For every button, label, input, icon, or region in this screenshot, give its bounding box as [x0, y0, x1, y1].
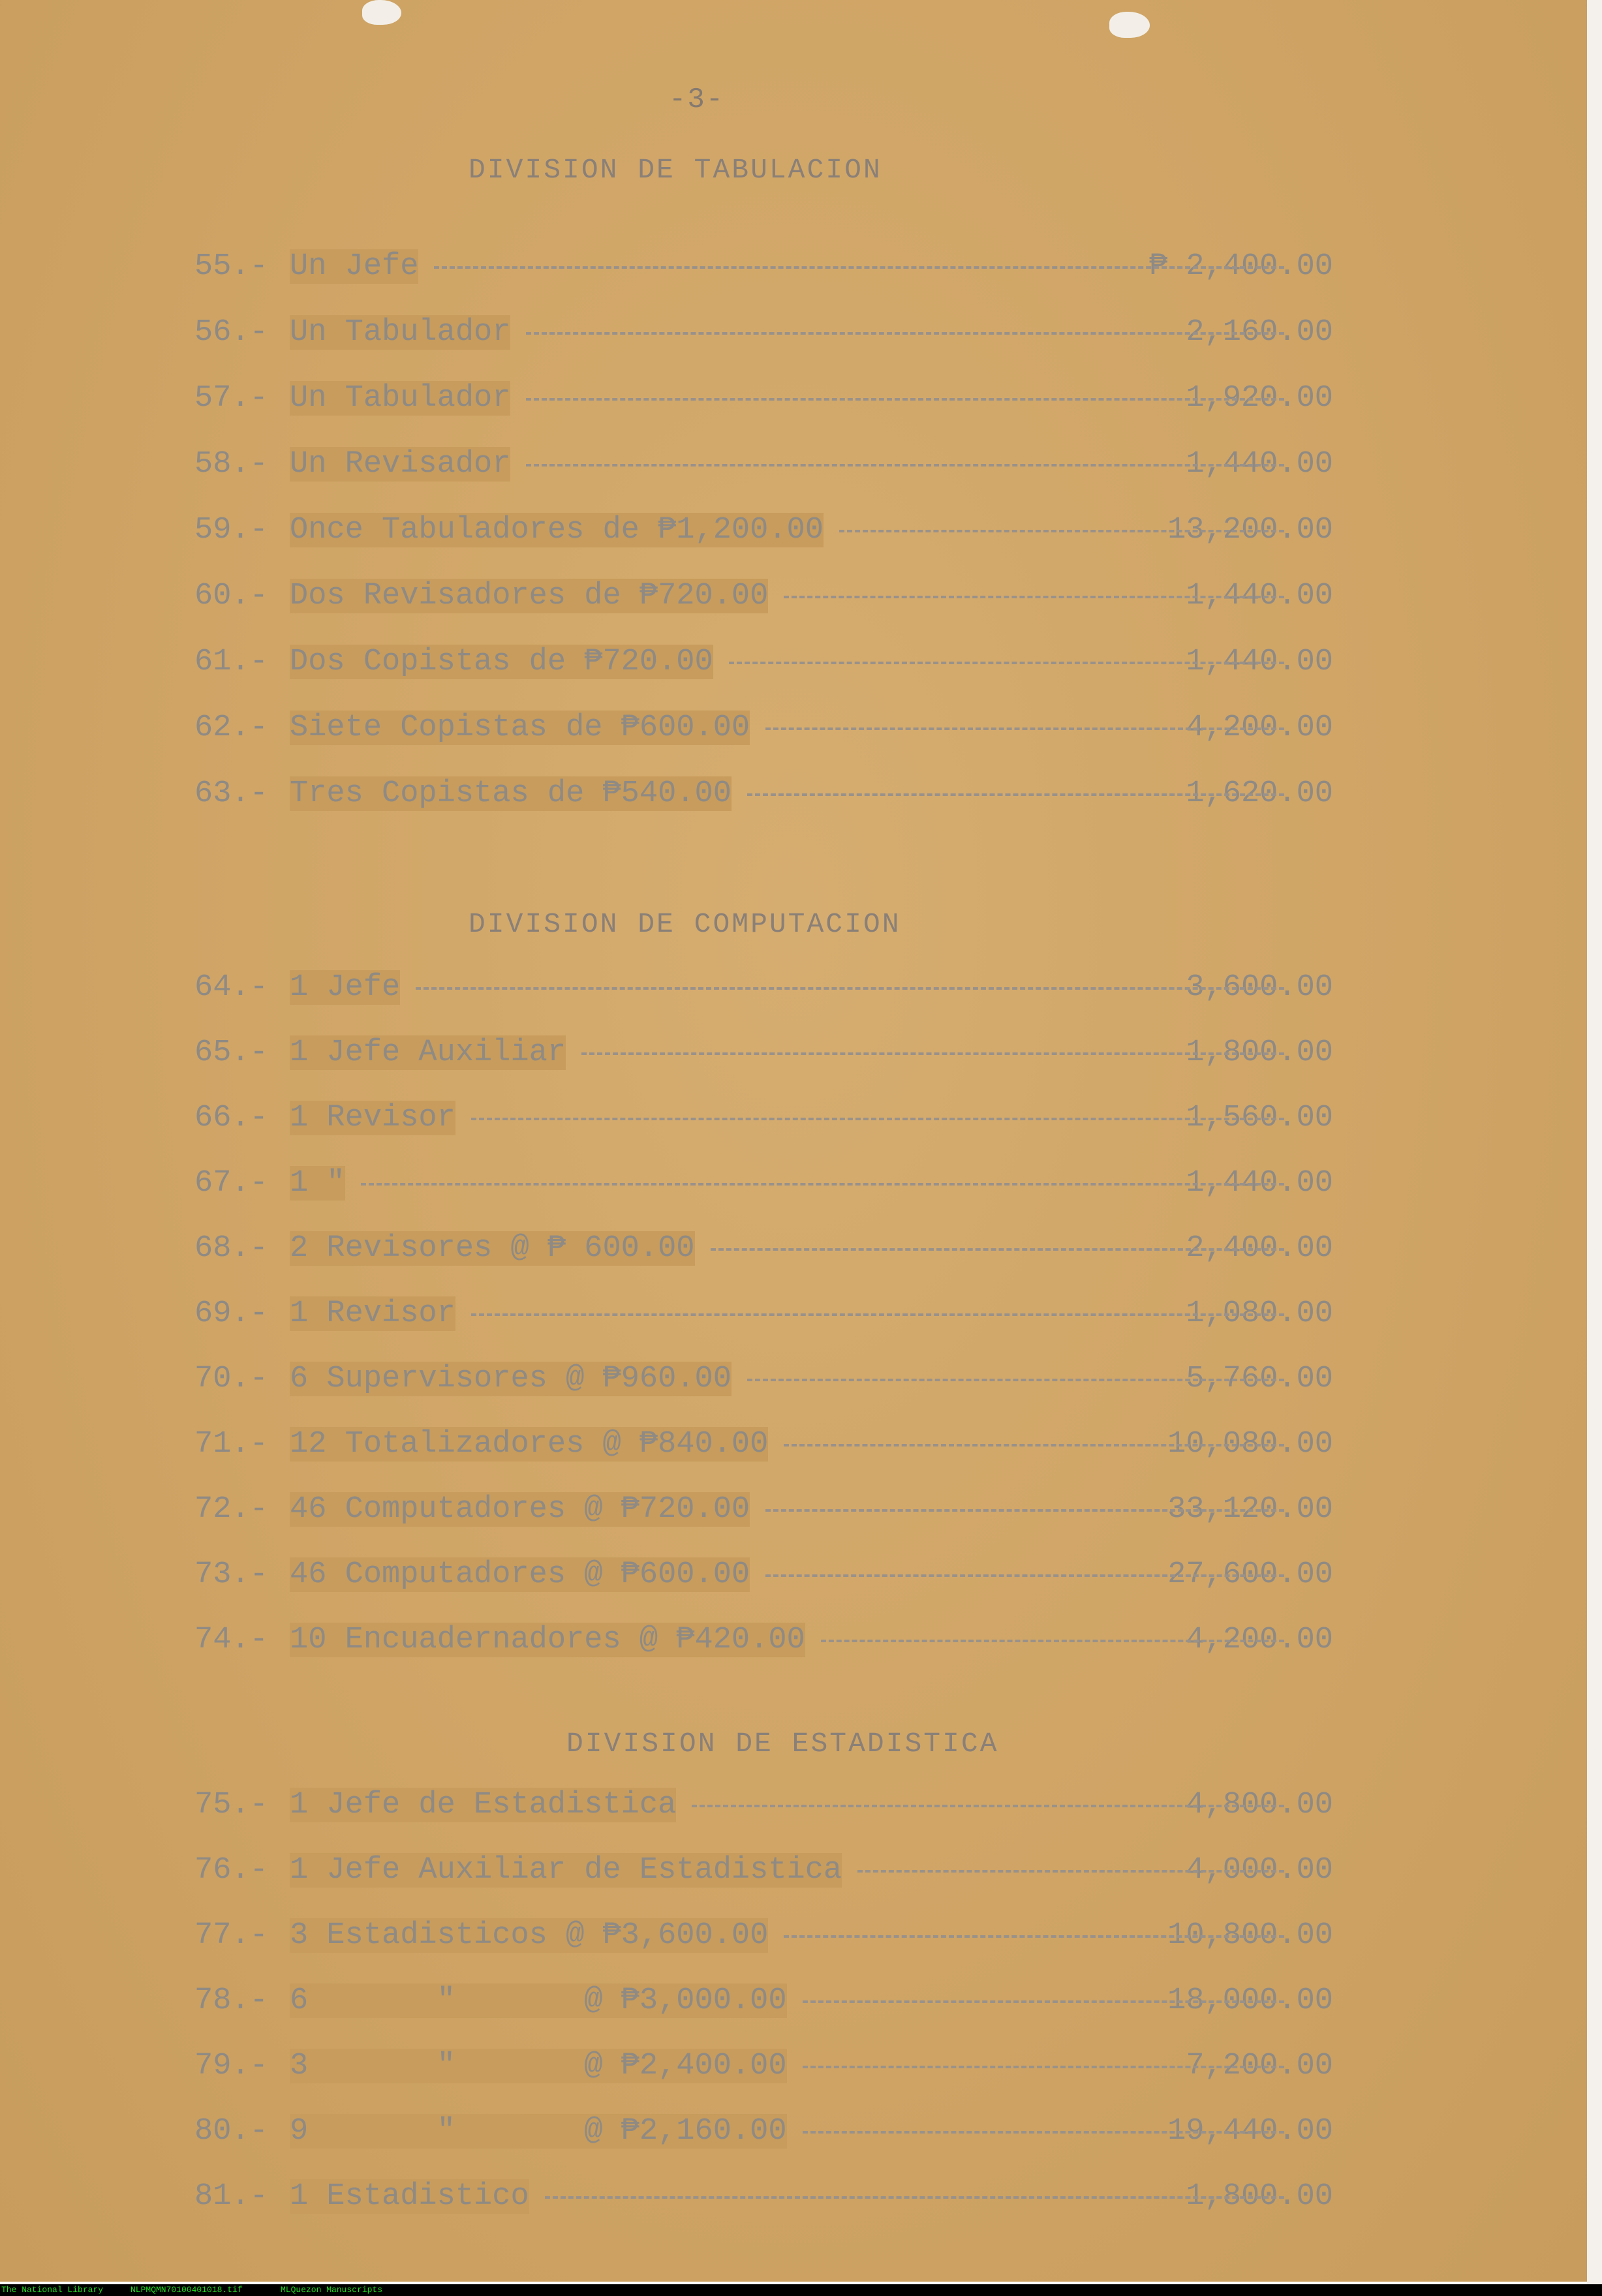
- item-amount: 1,440.00: [1186, 447, 1333, 482]
- list-item: [194, 776, 1333, 816]
- list-item: [194, 513, 1333, 552]
- punch-hole-left: [362, 0, 401, 25]
- item-description: 9 " @ ₱2,160.00: [290, 2114, 787, 2149]
- item-number: 69.-: [194, 1296, 268, 1331]
- item-number: 60.-: [194, 579, 268, 613]
- item-number: 72.-: [194, 1492, 268, 1527]
- item-number: 75.-: [194, 1788, 268, 1822]
- item-amount: 2,160.00: [1186, 315, 1333, 350]
- dash-leader: [784, 1935, 1284, 1938]
- dash-leader: [765, 1574, 1284, 1577]
- list-item: [194, 1557, 1333, 1597]
- item-number: 76.-: [194, 1853, 268, 1888]
- list-item: [194, 1788, 1333, 1827]
- dash-leader: [545, 2196, 1284, 2199]
- item-description: 12 Totalizadores @ ₱840.00: [290, 1427, 769, 1462]
- item-number: 70.-: [194, 1362, 268, 1396]
- dash-leader: [803, 2000, 1284, 2003]
- item-amount: ₱ 2,400.00: [1148, 249, 1333, 284]
- list-item: [194, 381, 1333, 420]
- page-edge: [1587, 0, 1602, 2284]
- dash-leader: [471, 1118, 1284, 1120]
- list-item: [194, 1101, 1333, 1140]
- item-description: 3 " @ ₱2,400.00: [290, 2049, 787, 2083]
- item-amount: 27,600.00: [1167, 1557, 1333, 1592]
- item-number: 65.-: [194, 1035, 268, 1070]
- section-heading-tabulacion: DIVISION DE TABULACION: [469, 154, 882, 186]
- dash-leader: [839, 530, 1284, 532]
- section-heading-computacion: DIVISION DE COMPUTACION: [469, 908, 901, 940]
- item-description: 2 Revisores @ ₱ 600.00: [290, 1231, 695, 1266]
- list-item: [194, 1427, 1333, 1466]
- item-amount: 3,600.00: [1186, 970, 1333, 1005]
- footer-collection: MLQuezon Manuscripts: [281, 2285, 383, 2295]
- item-amount: 1,080.00: [1186, 1296, 1333, 1331]
- item-number: 73.-: [194, 1557, 268, 1592]
- list-item: [194, 1492, 1333, 1531]
- item-amount: 33,120.00: [1167, 1492, 1333, 1527]
- dash-leader: [416, 987, 1284, 990]
- item-description: Un Tabulador: [290, 381, 511, 416]
- item-number: 59.-: [194, 513, 268, 547]
- list-item: [194, 645, 1333, 684]
- list-item: [194, 1983, 1333, 2023]
- item-amount: 19,440.00: [1167, 2114, 1333, 2149]
- item-amount: 1,620.00: [1186, 776, 1333, 811]
- item-description: 1 Revisor: [290, 1296, 455, 1331]
- dash-leader: [692, 1805, 1284, 1807]
- list-item: [194, 1035, 1333, 1075]
- dash-leader: [526, 464, 1284, 467]
- item-number: 63.-: [194, 776, 268, 811]
- list-item: [194, 1623, 1333, 1662]
- item-description: Un Jefe: [290, 249, 419, 284]
- item-description: 1 Estadistico: [290, 2179, 529, 2214]
- item-description: 46 Computadores @ ₱720.00: [290, 1492, 750, 1527]
- item-amount: 2,400.00: [1186, 1231, 1333, 1266]
- dash-leader: [765, 1509, 1284, 1512]
- list-item: [194, 1231, 1333, 1270]
- item-amount: 4,200.00: [1186, 1623, 1333, 1657]
- dash-leader: [361, 1183, 1284, 1186]
- list-item: [194, 711, 1333, 750]
- item-description: Dos Copistas de ₱720.00: [290, 645, 713, 679]
- dash-leader: [784, 596, 1284, 598]
- item-number: 68.-: [194, 1231, 268, 1266]
- scan-footer-bar: [0, 2284, 1602, 2296]
- item-description: 10 Encuadernadores @ ₱420.00: [290, 1623, 805, 1657]
- item-description: Once Tabuladores de ₱1,200.00: [290, 513, 824, 547]
- list-item: [194, 315, 1333, 354]
- footer-library: The National Library: [1, 2285, 104, 2295]
- item-amount: 1,440.00: [1186, 579, 1333, 613]
- item-amount: 4,200.00: [1186, 711, 1333, 745]
- dash-leader: [434, 266, 1284, 269]
- list-item: [194, 2179, 1333, 2218]
- list-item: [194, 1362, 1333, 1401]
- item-number: 66.-: [194, 1101, 268, 1135]
- list-item: [194, 579, 1333, 618]
- dash-leader: [526, 398, 1284, 401]
- item-amount: 4,800.00: [1186, 1788, 1333, 1822]
- item-number: 79.-: [194, 2049, 268, 2083]
- dash-leader: [784, 1444, 1284, 1446]
- dash-leader: [765, 727, 1284, 730]
- item-number: 56.-: [194, 315, 268, 350]
- item-description: 6 " @ ₱3,000.00: [290, 1983, 787, 2018]
- dash-leader: [711, 1248, 1284, 1251]
- item-description: Siete Copistas de ₱600.00: [290, 711, 750, 745]
- item-number: 80.-: [194, 2114, 268, 2149]
- item-description: 1 Jefe Auxiliar de Estadistica: [290, 1853, 842, 1888]
- item-amount: 1,800.00: [1186, 2179, 1333, 2214]
- item-description: 6 Supervisores @ ₱960.00: [290, 1362, 732, 1396]
- item-number: 62.-: [194, 711, 268, 745]
- dash-leader: [526, 332, 1284, 335]
- item-description: Dos Revisadores de ₱720.00: [290, 579, 769, 613]
- item-amount: 1,440.00: [1186, 1166, 1333, 1201]
- item-amount: 10,800.00: [1167, 1918, 1333, 1953]
- item-amount: 13,200.00: [1167, 513, 1333, 547]
- list-item: [194, 249, 1333, 288]
- list-item: [194, 2049, 1333, 2088]
- item-amount: 5,760.00: [1186, 1362, 1333, 1396]
- dash-leader: [857, 1870, 1284, 1873]
- item-number: 74.-: [194, 1623, 268, 1657]
- item-description: 1 Revisor: [290, 1101, 455, 1135]
- list-item: [194, 1918, 1333, 1957]
- dash-leader: [803, 2066, 1284, 2068]
- item-number: 77.-: [194, 1918, 268, 1953]
- item-amount: 1,800.00: [1186, 1035, 1333, 1070]
- list-item: [194, 1166, 1333, 1205]
- item-number: 71.-: [194, 1427, 268, 1462]
- item-amount: 18,000.00: [1167, 1983, 1333, 2018]
- item-description: 3 Estadisticos @ ₱3,600.00: [290, 1918, 769, 1953]
- section-heading-estadistica: DIVISION DE ESTADISTICA: [566, 1728, 999, 1760]
- dash-leader: [729, 662, 1284, 664]
- item-description: 1 ": [290, 1166, 345, 1201]
- dash-leader: [821, 1640, 1284, 1642]
- item-amount: 1,440.00: [1186, 645, 1333, 679]
- item-description: 46 Computadores @ ₱600.00: [290, 1557, 750, 1592]
- list-item: [194, 447, 1333, 486]
- item-amount: 1,920.00: [1186, 381, 1333, 416]
- item-description: Un Revisador: [290, 447, 511, 482]
- item-number: 67.-: [194, 1166, 268, 1201]
- item-description: 1 Jefe Auxiliar: [290, 1035, 566, 1070]
- list-item: [194, 1296, 1333, 1336]
- punch-hole-right: [1109, 12, 1150, 38]
- item-number: 61.-: [194, 645, 268, 679]
- dash-leader: [581, 1052, 1284, 1055]
- item-amount: 7,200.00: [1186, 2049, 1333, 2083]
- item-description: Un Tabulador: [290, 315, 511, 350]
- item-number: 55.-: [194, 249, 268, 284]
- item-number: 58.-: [194, 447, 268, 482]
- dash-leader: [471, 1313, 1284, 1316]
- footer-file: NLPMQMN70100401018.tif: [131, 2285, 243, 2295]
- item-number: 78.-: [194, 1983, 268, 2018]
- item-description: 1 Jefe: [290, 970, 401, 1005]
- item-number: 57.-: [194, 381, 268, 416]
- item-amount: 10,080.00: [1167, 1427, 1333, 1462]
- list-item: [194, 1853, 1333, 1892]
- item-amount: 1,560.00: [1186, 1101, 1333, 1135]
- dash-leader: [747, 793, 1284, 796]
- list-item: [194, 2114, 1333, 2153]
- dash-leader: [803, 2131, 1284, 2134]
- item-description: Tres Copistas de ₱540.00: [290, 776, 732, 811]
- item-amount: 4,000.00: [1186, 1853, 1333, 1888]
- dash-leader: [747, 1379, 1284, 1381]
- list-item: [194, 970, 1333, 1009]
- item-number: 64.-: [194, 970, 268, 1005]
- item-description: 1 Jefe de Estadistica: [290, 1788, 677, 1822]
- page-number: -3-: [669, 84, 725, 116]
- item-number: 81.-: [194, 2179, 268, 2214]
